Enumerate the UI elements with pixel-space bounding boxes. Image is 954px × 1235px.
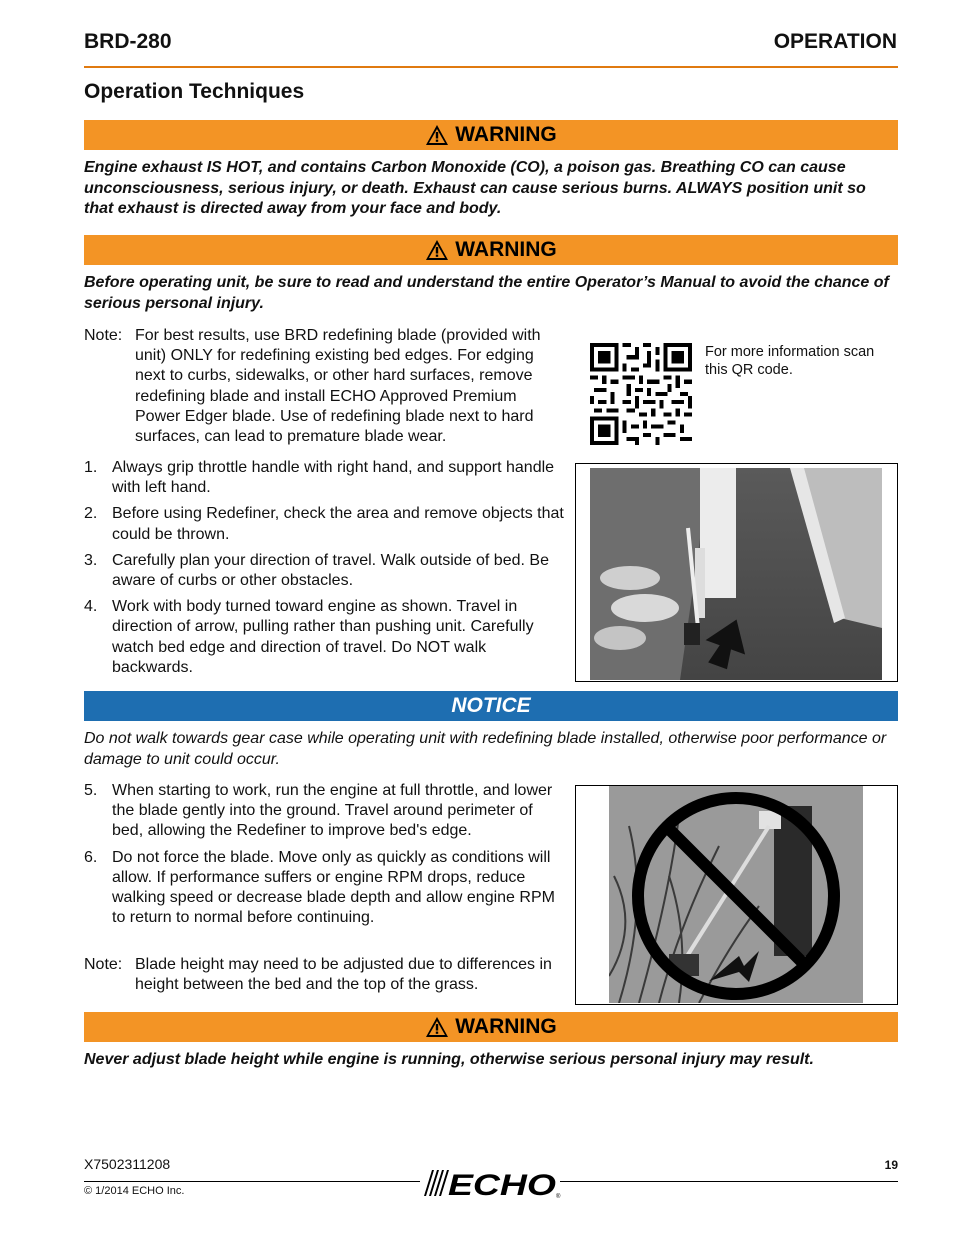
photo-incorrect-technique [575,785,898,1005]
warning-label: WARNING [455,238,557,261]
step-number: 3. [84,551,98,569]
step-number: 4. [84,598,98,616]
step-text: Carefully plan your direction of travel. Walk outside of bed. Be aware of curbs or other obstacles. [112,551,549,590]
note-label: Note: [84,956,123,973]
note-2 [84,955,564,995]
footer-rule-right [560,1181,898,1182]
warning-label: WARNING [455,1015,557,1038]
warning-triangle-icon [425,239,449,261]
list-item [84,597,564,678]
list-item [84,848,564,929]
page-number: 19 [884,1158,898,1172]
logo-text: ECHO [448,1169,556,1200]
document-model: BRD-280 [84,30,172,53]
step-number: 5. [84,782,98,799]
footer-rule-left [84,1181,420,1182]
warning-text-1: Engine exhaust IS HOT, and contains Carbon Monoxide (CO), a poison gas. Breathing CO can cause unconsciousness, serious injury, or death. Exhaust can cause serious burns. ALWAYS position unit so that exhaust is directed away from your face and body. [84,159,866,217]
operator-walking-image [590,468,882,680]
qr-caption: For more information scan this QR code. [705,344,875,378]
header-rule [84,66,898,68]
warning-bar-3 [84,1012,898,1042]
photo-correct-technique [575,463,898,682]
warning-bar-2 [84,235,898,265]
note-text: For best results, use BRD redefining blade (provided with unit) ONLY for redefining existing bed edges. For edging next to curbs, sidewalks, or other hard surfaces, remove redefining blade and install ECHO Approved Premium Power Edger blade. Use of redefining blade next to hard surfaces, can lead to premature blade wear. [135,327,541,446]
note-1 [84,326,564,447]
step-text: When starting to work, run the engine at full throttle, and lower the blade gently into the ground. Travel around perimeter of bed, allowing the Redefiner to improve bed's edge. [112,782,553,840]
warning-text-2: Before operating unit, be sure to read and understand the entire Operator’s Manual to avoid the chance of serious personal injury. [84,274,889,312]
step-text: Before using Redefiner, check the area and remove objects that could be thrown. [112,505,564,543]
step-number: 2. [84,505,98,523]
notice-text: Do not walk towards gear case while operating unit with redefining blade installed, otherwise poor performance or damage to unit could occur. [84,730,887,768]
step-text: Do not force the blade. Move only as quickly as conditions will allow. If performance suffers or engine RPM drops, reduce walking speed or decrease blade depth and allow engine RPM to return to normal before continuing. [112,848,555,927]
svg-text:®: ® [556,1194,561,1200]
notice-bar [84,691,898,721]
warning-triangle-icon [425,124,449,146]
list-item [84,458,564,498]
list-item [84,551,564,591]
warning-text-3: Never adjust blade height while engine is running, otherwise serious personal injury may result. [84,1051,814,1068]
warning-label: WARNING [455,123,557,146]
note-label: Note: [84,327,123,344]
step-number: 1. [84,459,98,476]
step-text: Always grip throttle handle with right hand, and support handle with left hand. [112,459,555,497]
step-number: 6. [84,848,98,866]
note-text: Blade height may need to be adjusted due to differences in height between the bed and the top of the grass. [135,956,552,994]
warning-triangle-icon [425,1016,449,1038]
notice-label: NOTICE [451,694,531,717]
prohibited-technique-image [609,786,863,1003]
steps-list-a [84,458,564,684]
steps-list-b [84,781,564,934]
document-code: X7502311208 [84,1156,171,1172]
page-title: Operation Techniques [84,80,305,103]
list-item [84,781,564,842]
copyright: © 1/2014 ECHO Inc. [84,1185,185,1197]
warning-bar-1 [84,120,898,150]
echo-logo [420,1166,565,1200]
qr-code-image[interactable] [590,343,692,445]
list-item [84,504,564,544]
step-text: Work with body turned toward engine as shown. Travel in direction of arrow, pulling rather than pushing unit. Carefully watch bed edge and direction of travel. Do NOT walk backwards. [112,598,534,676]
section-name: OPERATION [773,30,897,53]
